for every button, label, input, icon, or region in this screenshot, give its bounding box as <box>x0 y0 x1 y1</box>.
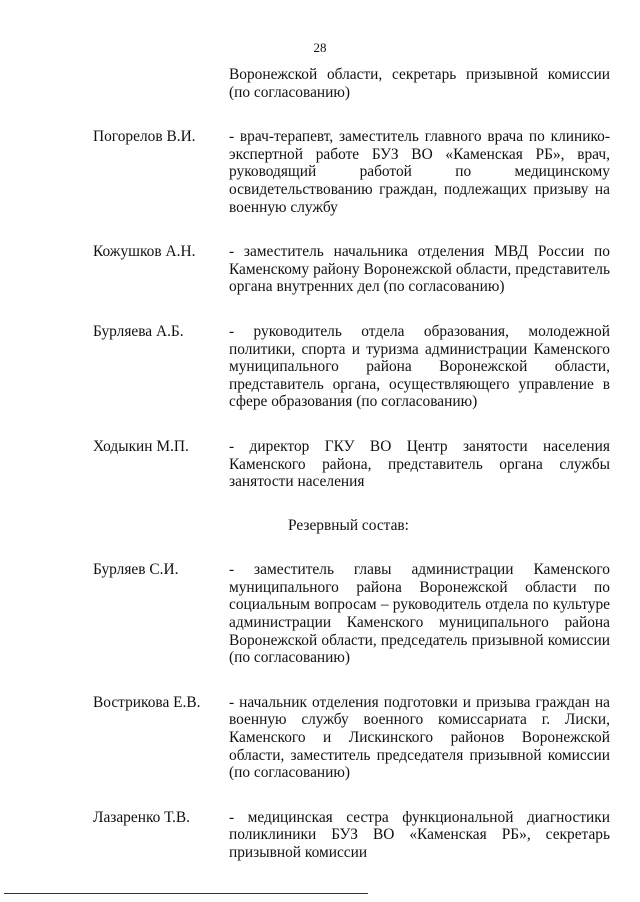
reserve-member-entry <box>0 561 640 667</box>
member-entry <box>0 128 640 216</box>
reserve-member-description: - заместитель главы администрации Каменского муниципального района Воронежской области по социальным вопросам – руководитель отдела по культуре администрации Каменского муниципального района Воронежской области, председатель призывной комиссии (по согласованию) <box>229 561 610 667</box>
member-entry <box>0 438 640 491</box>
reserve-member-name: Вострикова Е.В. <box>93 693 201 711</box>
footer-divider <box>4 893 368 894</box>
member-name: Ходыкин М.П. <box>93 437 189 455</box>
member-description: - руководитель отдела образования, молодежной политики, спорта и туризма администрации Каменского муниципального района Воронежской области, представитель органа, осуществляющего управление в сфере образования (по согласованию) <box>229 322 610 411</box>
reserve-heading: Резервный состав: <box>288 516 409 534</box>
member-description: - врач-терапевт, заместитель главного врача по клинико-экспертной работе БУЗ ВО «Каменская РБ», врач, руководящий работой по медицинскому освидетельствованию граждан, подлежащих призыву на военную службу <box>229 128 610 216</box>
page-number: 28 <box>313 40 327 55</box>
member-entry <box>0 323 640 411</box>
member-entry <box>0 243 640 296</box>
reserve-member-description: - медицинская сестра функциональной диагностики поликлиники БУЗ ВО «Каменская РБ», секретарь призывной комиссии <box>229 808 610 861</box>
reserve-member-entry <box>0 694 640 782</box>
member-description: - директор ГКУ ВО Центр занятости населения Каменского района, представитель органа службы занятости населения <box>229 437 610 491</box>
reserve-member-name: Лазаренко Т.В. <box>93 808 191 826</box>
member-name: Погорелов В.И. <box>93 128 196 146</box>
member-name: Бурляева А.Б. <box>93 322 184 340</box>
continuation-text: Воронежской области, секретарь призывной комиссии (по согласованию) <box>229 66 610 101</box>
reserve-member-name: Бурляев С.И. <box>93 561 179 579</box>
member-description: - заместитель начальника отделения МВД России по Каменскому району Воронежской области, представитель органа внутренних дел (по согласованию) <box>229 243 610 296</box>
document-body <box>0 66 640 862</box>
reserve-member-description: - начальник отделения подготовки и призыва граждан на военную службу военного комиссариата г. Лиски, Каменского и Лискинского районов Воронежской области, заместитель председателя призывной комиссии (по согласованию) <box>229 693 610 782</box>
member-name: Кожушков А.Н. <box>93 243 196 261</box>
reserve-member-entry <box>0 809 640 862</box>
